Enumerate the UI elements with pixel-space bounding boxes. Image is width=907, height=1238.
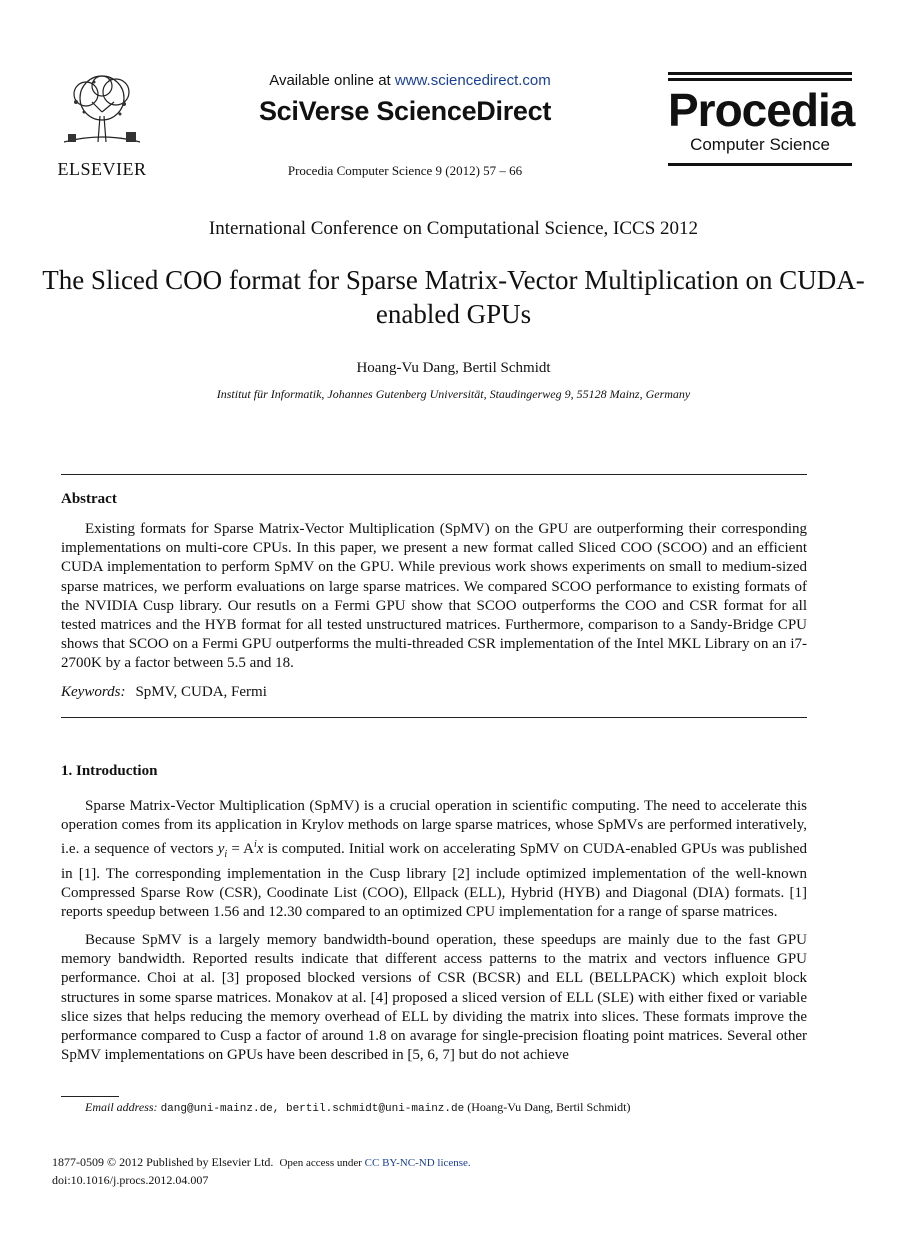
open-access-text: Open access under — [279, 1157, 365, 1169]
paper-authors: Hoang-Vu Dang, Bertil Schmidt — [356, 360, 551, 376]
divider — [61, 474, 807, 475]
copyright: 1877-0509 © 2012 Published by Elsevier Ltd. — [52, 1155, 274, 1169]
introduction-heading: 1. Introduction — [61, 763, 158, 779]
abstract-heading: Abstract — [61, 491, 117, 507]
paper-title: The Sliced COO format for Sparse Matrix-Vector Multiplication on CUDA-enabled GPUs — [42, 265, 865, 329]
elsevier-wordmark: ELSEVIER — [57, 159, 147, 179]
logo-rule — [668, 163, 852, 166]
available-online-line — [250, 72, 570, 89]
email-label: Email address: — [85, 1100, 158, 1114]
logo-rule — [668, 78, 852, 81]
conference-name: International Conference on Computational Science, ICCS 2012 — [208, 218, 699, 239]
footnote-rule — [61, 1096, 119, 1097]
procedia-subtitle: Computer Science — [690, 135, 830, 154]
logo-rule — [668, 72, 852, 75]
publication-footer — [52, 1154, 471, 1189]
available-prefix: Available online at — [269, 72, 395, 89]
license-link[interactable]: CC BY-NC-ND license. — [364, 1157, 471, 1169]
elsevier-tree-icon — [54, 72, 150, 152]
keywords — [61, 684, 267, 701]
intro-p1-text-b: is computed. Initial work on accelerating SpMV on CUDA-enabled GPUs was published in [1]. The corresponding implementation in the Cusp library [2] include optimized implementation of the well-known Compressed Sparse Row (CSR), Coodinate List (COO), Ellpack (ELL), Hybrid (HYB) and Diagonal (DIA) formats. [1] reports speedup between 1.56 and 12.30 compared to an optimized CPU implementation for a range of sparse matrices. — [61, 841, 808, 921]
keywords-value: SpMV, CUDA, Fermi — [135, 684, 267, 700]
email-names: (Hoang-Vu Dang, Bertil Schmidt) — [467, 1100, 631, 1114]
abstract-text: Existing formats for Sparse Matrix-Vector Multiplication (SpMV) on the GPU are outperforming their corresponding implementations on multi-core CPUs. In this paper, we present a new format called Sliced COO (SCOO) and an efficient CUDA implementation to perform SpMV on the GPU. While previous work shows experiments on small to medium-sized sparse matrices, we perform evaluations on large sparse matrices. We compared SCOO performance to existing formats of the NVIDIA Cusp library. Our resutls on a Fermi GPU show that SCOO outperforms the COO and CSR format for all tested matrices and the HYB format for all tested unstructured matrices. Furthermore, comparison to a Sandy-Bridge CPU shows that SCOO on a Fermi GPU outperforms the multi-threaded CSR implementation of the Intel MKL Library on an i7-2700K by a factor between 5.5 and 18. — [61, 521, 807, 672]
inline-math: $y_i = A^ix$ — [217, 839, 264, 861]
procedia-logo — [668, 72, 855, 176]
introduction-paragraph-1 — [61, 797, 807, 922]
email-addresses: dang@uni-mainz.de, bertil.schmidt@uni-mainz.de — [160, 1103, 465, 1115]
author-affiliation: Institut für Informatik, Johannes Gutenberg Universität, Staudingerweg 9, 55128 Mainz, Germany — [216, 387, 691, 401]
sciverse-logo: SciVerse ScienceDirect — [258, 96, 552, 126]
journal-citation: Procedia Computer Science 9 (2012) 57 – 66 — [287, 163, 523, 178]
divider — [61, 717, 807, 718]
elsevier-logo — [52, 72, 152, 178]
keywords-label: Keywords: — [61, 684, 126, 700]
sciencedirect-link[interactable]: www.sciencedirect.com — [394, 72, 551, 89]
intro-p1-text-a: Sparse Matrix-Vector Multiplication (SpMV) is a crucial operation in scientific computing. The need to accelerate this operation comes from its application in Krylov methods on large sparse matrices, whose SpMVs are performed interatively, i.e. a sequence of vectors — [61, 798, 807, 858]
procedia-brand: Procedia — [668, 84, 855, 136]
introduction-paragraph-2: Because SpMV is a largely memory bandwidth-bound operation, these speedups are mainly due to the fast GPU memory bandwidth. Reported results indicate that different access patterns to the matrix and vectors influence GPU performance. Choi at al. [3] proposed blocked versions of CSR (BCSR) and ELL (BELLPACK) which exploit block structures in some sparse matrices. Monakov at al. [4] proposed a sliced version of ELL (SLE) with either fixed or variable slice sizes that helps reducing the memory overhead of ELL by dividing the matrix into slices. These formats improve the performance compared to Cusp a factor of around 1.8 on avarage for single-precision floating point matrices. Several other SpMV implementations on GPUs have been described in [5, 6, 7] but do not achieve — [61, 932, 807, 1064]
email-footnote — [85, 1100, 630, 1115]
doi: doi:10.1016/j.procs.2012.04.007 — [52, 1173, 209, 1187]
